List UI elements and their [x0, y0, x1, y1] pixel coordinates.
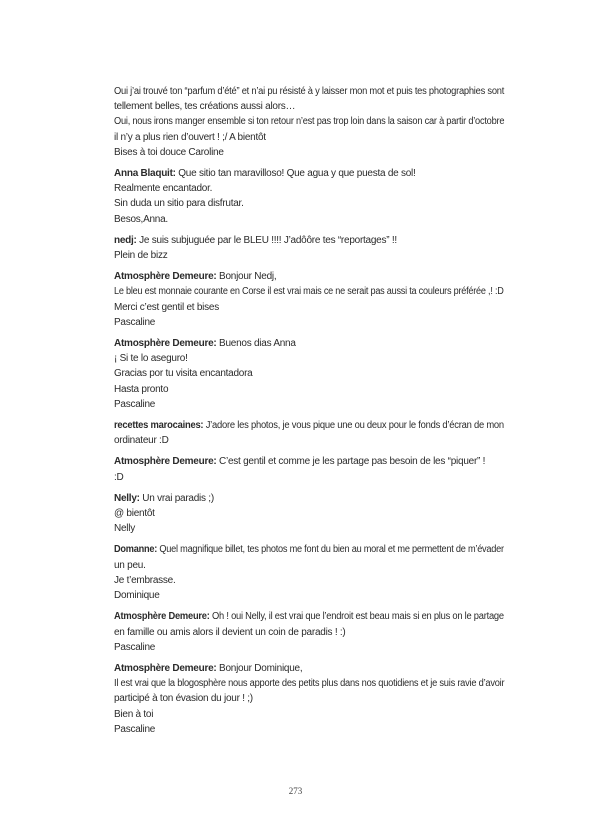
- comment-author: Atmosphère Demeure:: [114, 456, 217, 468]
- comment-text: C’est gentil et comme je les partage pas besoin de les “piquer” !: [219, 456, 486, 468]
- comment-line: [114, 454, 504, 469]
- comment: [114, 166, 504, 227]
- comment-line: Realmente encantador.: [114, 183, 213, 195]
- comment: [114, 609, 504, 655]
- comment-line: Sin duda un sitio para disfrutar.: [114, 198, 244, 210]
- comment-line: [114, 233, 504, 248]
- comment-line: Bises à toi douce Caroline: [114, 146, 224, 158]
- comment: [114, 542, 504, 603]
- comment-text: Un vrai paradis ;): [142, 492, 214, 504]
- comment-line: Hasta pronto: [114, 383, 169, 395]
- comment-text: Buenos dias Anna: [219, 338, 296, 350]
- comment-line: Bien à toi: [114, 708, 154, 720]
- comment-line: [114, 336, 504, 351]
- comment-line: Besos,Anna.: [114, 213, 168, 225]
- comment-line: [114, 661, 504, 676]
- comment-line: Merci c’est gentil et bises: [114, 301, 219, 313]
- comment-author: Atmosphère Demeure:: [114, 611, 210, 623]
- comment-line: il n’y a plus rien d’ouvert ! ;/ A bientôt: [114, 131, 266, 143]
- comment-text: Bonjour Nedj,: [219, 271, 277, 283]
- comment: [114, 418, 504, 448]
- comments-page: [114, 84, 504, 743]
- comment-author: Atmosphère Demeure:: [114, 271, 217, 283]
- comment-line: @ bientôt: [114, 508, 155, 520]
- comment-line: Pascaline: [114, 398, 156, 410]
- comment-text: J’adore les photos, je vous pique une ou deux pour le fonds d’écran de mon: [205, 420, 504, 432]
- comment-line: [114, 542, 504, 557]
- comment-line: Le bleu est monnaie courante en Corse il est vrai mais ce ne serait pas aussi ta couleurs préférée ,! :D: [114, 286, 504, 298]
- comment-text: Que sitio tan maravilloso! Que agua y que puesta de sol!: [178, 168, 416, 180]
- comment: [114, 233, 504, 263]
- comment-text: Bonjour Dominique,: [219, 662, 303, 674]
- comment-line: Oui, nous irons manger ensemble si ton retour n’est pas trop loin dans la saison car à partir d’octobre: [114, 116, 505, 128]
- comment: [114, 269, 504, 330]
- comment-line: ordinateur :D: [114, 435, 169, 447]
- comment-line: Gracias por tu visita encantadora: [114, 368, 253, 380]
- comment: [114, 491, 504, 537]
- comment-author: Atmosphère Demeure:: [114, 662, 217, 674]
- comment-line: ¡ Si te lo aseguro!: [114, 353, 188, 365]
- comment-line: tellement belles, tes créations aussi alors…: [114, 101, 296, 113]
- comment-line: un peu.: [114, 559, 146, 571]
- comment-author: Nelly:: [114, 492, 140, 504]
- comment-line: :D: [114, 471, 124, 483]
- comment-author: Atmosphère Demeure:: [114, 338, 217, 350]
- comment-author: Domanne:: [114, 544, 158, 556]
- comment-line: Pascaline: [114, 641, 156, 653]
- comment-line: en famille ou amis alors il devient un coin de paradis ! :): [114, 626, 346, 638]
- comment-line: [114, 491, 504, 506]
- comment-author: Anna Blaquit:: [114, 168, 176, 180]
- comment: [114, 84, 504, 160]
- comment-line: Plein de bizz: [114, 250, 168, 262]
- comment-line: Je t’embrasse.: [114, 574, 176, 586]
- comment-line: [114, 166, 504, 181]
- comment-line: [114, 269, 504, 284]
- comment-line: participé à ton évasion du jour ! ;): [114, 693, 253, 705]
- comment-line: Pascaline: [114, 723, 156, 735]
- comment-line: [114, 609, 504, 624]
- comment-line: Pascaline: [114, 316, 156, 328]
- comment-line: Dominique: [114, 590, 160, 602]
- comment-author: nedj:: [114, 234, 137, 246]
- comment-author: recettes marocaines:: [114, 420, 204, 432]
- comment-text: Quel magnifique billet, tes photos me font du bien au moral et me permettent de m’évader: [159, 544, 504, 556]
- comment-line: [114, 418, 504, 433]
- comment: [114, 336, 504, 412]
- comment-line: Oui j’ai trouvé ton “parfum d’été” et n’ai pu résisté à y laisser mon mot et puis tes photographies sont: [114, 86, 505, 97]
- comment-line: Il est vrai que la blogosphère nous apporte des petits plus dans nos quotidiens et je suis ravie d’avoir: [114, 678, 505, 690]
- comment: [114, 661, 504, 737]
- comments-block: [114, 84, 504, 737]
- comment-text: Oh ! oui Nelly, il est vrai que l’endroit est beau mais si en plus on le partage: [212, 611, 504, 623]
- comment: [114, 454, 504, 484]
- comment-text: Je suis subjuguée par le BLEU !!!! J’adôôre tes “reportages” !!: [139, 234, 397, 246]
- comment-line: Nelly: [114, 523, 135, 535]
- page-number: 273: [288, 786, 303, 796]
